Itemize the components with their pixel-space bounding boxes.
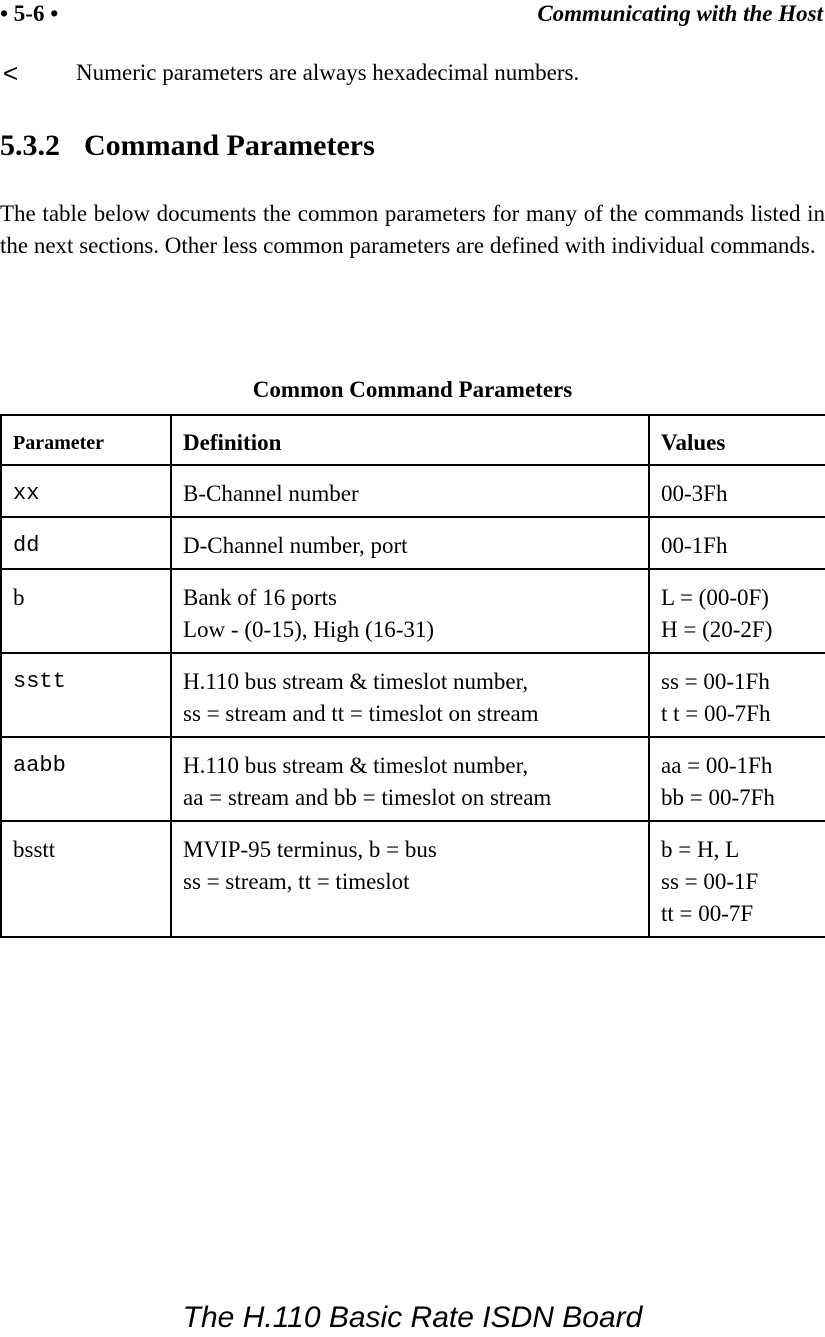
values-cell bbox=[649, 517, 825, 569]
table-row bbox=[1, 821, 825, 937]
column-header-values: Values bbox=[649, 415, 825, 465]
parameter-cell: bsstt bbox=[1, 821, 171, 937]
values-line: ss = 00-1Fh bbox=[661, 669, 770, 694]
values-line: 00-1Fh bbox=[661, 533, 728, 558]
values-cell bbox=[649, 653, 825, 737]
definition-cell bbox=[171, 737, 649, 821]
column-header-parameter: Parameter bbox=[1, 415, 171, 465]
page-number: • 5-6 • bbox=[0, 1, 59, 26]
values-line: 00-3Fh bbox=[661, 481, 728, 506]
values-line: ss = 00-1F bbox=[661, 869, 759, 894]
parameter-cell: sstt bbox=[1, 653, 171, 737]
definition-line: ss = stream, tt = timeslot bbox=[183, 869, 410, 894]
definition-line: Bank of 16 ports bbox=[183, 585, 337, 610]
table-row bbox=[1, 653, 825, 737]
table-row bbox=[1, 465, 825, 517]
values-line: t t = 00-7Fh bbox=[661, 701, 771, 726]
values-line: aa = 00-1Fh bbox=[661, 753, 773, 778]
definition-line: ss = stream and tt = timeslot on stream bbox=[183, 701, 539, 726]
values-line: H = (20-2F) bbox=[661, 617, 773, 642]
table-caption: Common Command Parameters bbox=[252, 377, 573, 402]
definition-cell bbox=[171, 517, 649, 569]
parameter-cell: aabb bbox=[1, 737, 171, 821]
definition-line: MVIP-95 terminus, b = bus bbox=[183, 837, 437, 862]
definition-line: Low - (0-15), High (16-31) bbox=[183, 617, 435, 642]
values-cell bbox=[649, 569, 825, 653]
parameters-table bbox=[0, 414, 825, 938]
section-number: 5.3.2 bbox=[0, 129, 60, 162]
bullet-marker: < bbox=[3, 58, 19, 88]
values-line: tt = 00-7F bbox=[661, 901, 754, 926]
values-cell bbox=[649, 465, 825, 517]
table-row bbox=[1, 517, 825, 569]
section-title: Command Parameters bbox=[84, 129, 375, 162]
parameter-cell: b bbox=[1, 569, 171, 653]
definition-line: H.110 bus stream & timeslot number, bbox=[183, 669, 529, 694]
column-header-definition: Definition bbox=[171, 415, 649, 465]
definition-line: B-Channel number bbox=[183, 481, 359, 506]
page-footer: The H.110 Basic Rate ISDN Board bbox=[182, 1301, 643, 1334]
definition-cell bbox=[171, 821, 649, 937]
table-row bbox=[1, 737, 825, 821]
bullet-note: Numeric parameters are always hexadecimal numbers. bbox=[76, 60, 580, 85]
definition-line: H.110 bus stream & timeslot number, bbox=[183, 753, 529, 778]
definition-cell bbox=[171, 653, 649, 737]
table-row bbox=[1, 569, 825, 653]
parameter-cell: xx bbox=[1, 465, 171, 517]
values-line: L = (00-0F) bbox=[661, 585, 769, 610]
intro-paragraph: The table below documents the common parameters for many of the commands listed in the next sections. Other less common parameters are defined with individual commands. bbox=[0, 201, 825, 258]
values-cell bbox=[649, 737, 825, 821]
definition-cell bbox=[171, 465, 649, 517]
values-line: b = H, L bbox=[661, 837, 740, 862]
values-line: bb = 00-7Fh bbox=[661, 785, 775, 810]
definition-line: D-Channel number, port bbox=[183, 533, 408, 558]
definition-line: aa = stream and bb = timeslot on stream bbox=[183, 785, 552, 810]
parameter-cell: dd bbox=[1, 517, 171, 569]
definition-cell bbox=[171, 569, 649, 653]
table-header-row bbox=[1, 415, 825, 465]
values-cell bbox=[649, 821, 825, 937]
chapter-title: Communicating with the Host bbox=[537, 1, 823, 26]
